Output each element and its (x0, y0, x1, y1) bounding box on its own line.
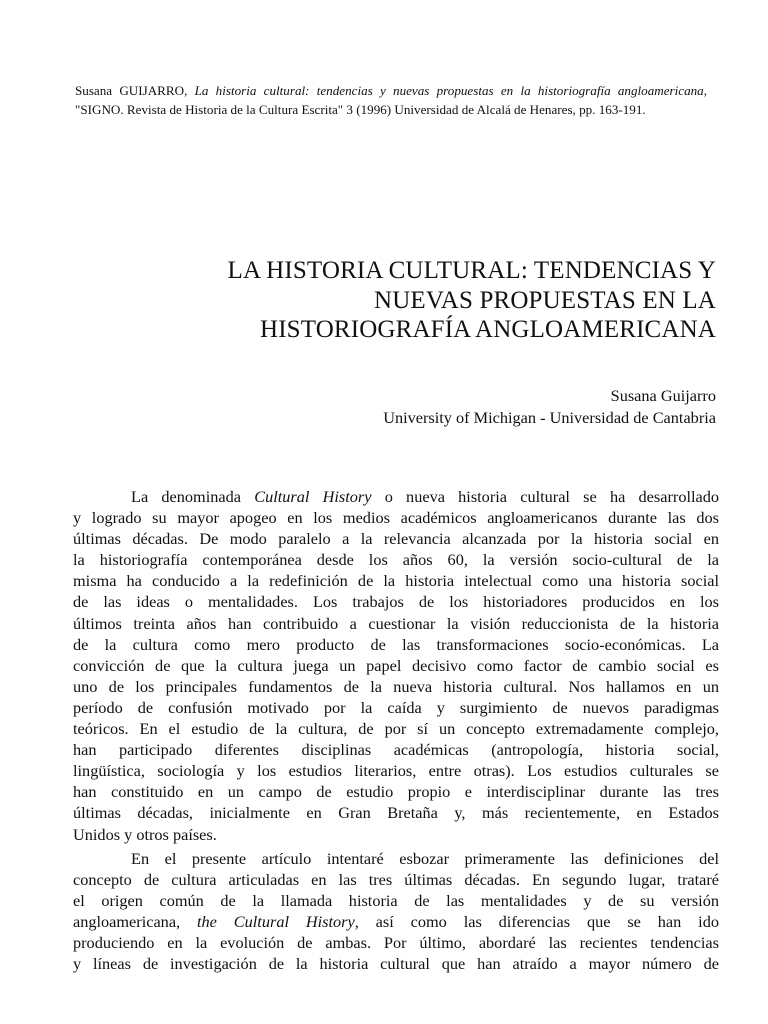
text-line: teóricos. En el estudio de la cultura, de por sí un concepto extremadamente complejo, (73, 719, 719, 739)
text-line: En el presente artículo intentaré esbozar primeramente las definiciones del (131, 849, 719, 868)
text-line: de la cultura como mero producto de las transformaciones socio-económicas. La (73, 634, 719, 654)
text-line: produciendo en la evolución de ambas. Por último, abordaré las recientes tendencias (73, 933, 719, 953)
author-name: Susana Guijarro (610, 386, 716, 405)
text-run: angloamericana, (73, 912, 198, 932)
article-title (76, 256, 716, 345)
title-line: NUEVAS PROPUESTAS EN LA (373, 286, 716, 314)
italic-term: Cultural History (254, 487, 372, 506)
text-line: convicción de que la cultura juega un papel decisivo como factor de cambio social es (73, 655, 719, 675)
text-run: La denominada (131, 487, 255, 506)
text-line: Unidos y otros países. (73, 824, 217, 844)
text-run: o nueva historia cultural se ha desarrollado (371, 487, 719, 506)
text-line: la historiografía contemporánea desde los años 60, la versión socio-cultural de la (73, 550, 719, 570)
text-line: últimas décadas, inicialmente en Gran Bretaña y, más recientemente, en Estados (73, 803, 719, 823)
text-line: concepto de cultura articuladas en las tres últimas décadas. En segundo lugar, trataré (73, 870, 719, 890)
citation-author: Susana GUIJARRO, (75, 83, 188, 98)
citation-source: , "SIGNO. Revista de Historia de la Cultura Escrita" 3 (1996) Universidad de Alcalá de Henares, pp. 163-191. (75, 83, 707, 117)
text-line: han participado diferentes disciplinas académicas (antropología, historia social, (73, 740, 719, 760)
text-line: últimos treinta años han contribuido a cuestionar la visión reduccionista de la historia (73, 613, 719, 633)
body-paragraph-1 (73, 486, 719, 845)
text-line: de las ideas o mentalidades. Los trabajos de los historiadores producidos en los (73, 592, 719, 612)
bibliographic-citation (75, 82, 707, 119)
text-line: uno de los principales fundamentos de la nueva historia cultural. Nos hallamos en un (73, 676, 719, 696)
italic-term: the Cultural History (197, 912, 355, 932)
text-line: el origen común de la llamada historia de las mentalidades y de su versión (73, 891, 719, 911)
title-line: LA HISTORIA CULTURAL: TENDENCIAS Y (227, 257, 716, 284)
body-paragraph-2 (73, 848, 719, 975)
text-line (73, 486, 719, 507)
text-line: y logrado su mayor apogeo en los medios académicos angloamericanos durante las dos (73, 508, 719, 528)
text-line: período de confusión motivado por la caída y surgimiento de nuevos paradigmas (73, 697, 719, 717)
text-line: han constituido en un campo de estudio propio e interdisciplinar durante las tres (73, 782, 719, 802)
citation-title: La historia cultural: tendencias y nuevas propuestas en la historiografía angloamericana (194, 83, 704, 98)
text-run: , así como las diferencias que se han ido (354, 912, 719, 932)
text-line: misma ha conducido a la redefinición de la historia intelectual como una historia social (73, 571, 719, 591)
author-block (116, 385, 716, 428)
text-line: lingüística, sociología y los estudios literarios, entre otras). Los estudios culturales se (73, 761, 719, 781)
text-line: últimas décadas. De modo paralelo a la relevancia alcanzada por la historia social en (73, 529, 719, 549)
title-line: HISTORIOGRAFÍA ANGLOAMERICANA (260, 316, 716, 343)
text-line (73, 911, 719, 932)
text-line: y líneas de investigación de la historia cultural que han atraído a mayor número de (73, 954, 719, 974)
author-affiliation: University of Michigan - Universidad de Cantabria (383, 407, 716, 427)
